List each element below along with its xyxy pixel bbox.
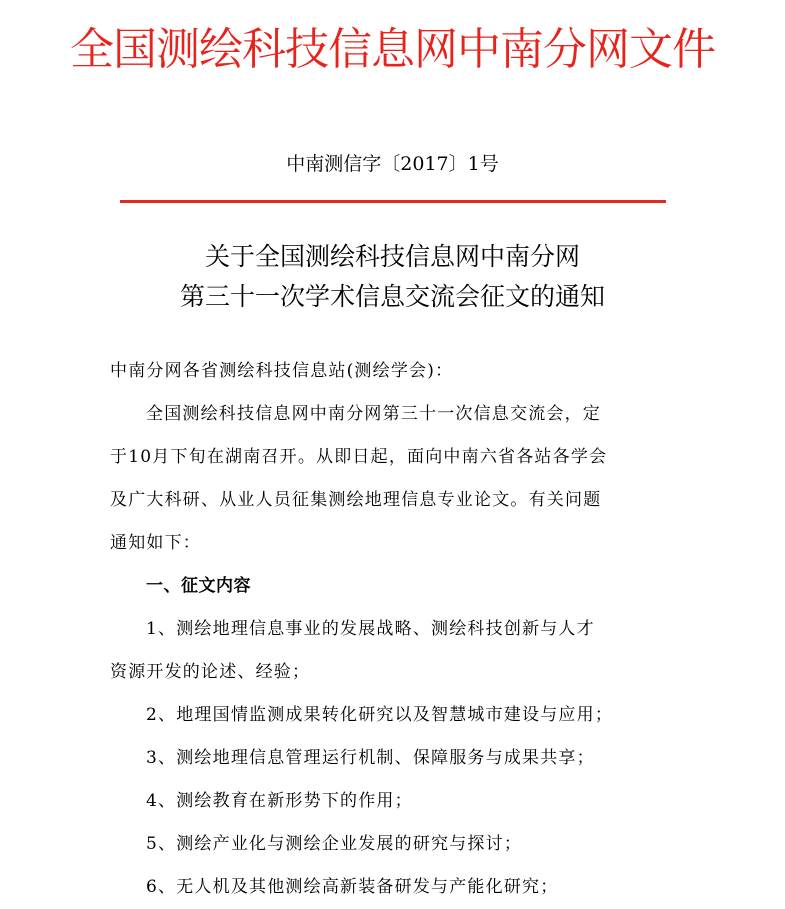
list-item-continuation: 资源开发的论述、经验；	[110, 662, 311, 682]
list-item: 3、测绘地理信息管理运行机制、保障服务与成果共享；	[146, 748, 595, 768]
list-item: 6、无人机及其他测绘高新装备研发与产能化研究；	[146, 877, 559, 897]
document-number: 中南测信字〔2017〕1号	[286, 153, 499, 175]
title-line-1: 关于全国测绘科技信息网中南分网	[204, 242, 580, 271]
paragraph-line: 于10月下旬在湖南召开。从即日起，面向中南六省各站各学会	[110, 447, 608, 467]
document-title	[0, 237, 785, 317]
paragraph-line: 通知如下：	[110, 533, 201, 553]
list-item: 1、测绘地理信息事业的发展战略、测绘科技创新与人才	[146, 619, 595, 639]
paragraph-line: 及广大科研、从业人员征集测绘地理信息专业论文。有关问题	[110, 490, 602, 510]
org-header-title: 全国测绘科技信息网中南分网文件	[70, 24, 715, 75]
list-item: 5、测绘产业化与测绘企业发展的研究与探讨；	[146, 834, 523, 854]
title-line-2: 第三十一次学术信息交流会征文的通知	[179, 282, 605, 311]
paragraph-line: 全国测绘科技信息网中南分网第三十一次信息交流会，定	[146, 404, 601, 424]
document-body	[110, 350, 680, 909]
red-divider-rule	[120, 200, 666, 203]
section-heading: 一、征文内容	[146, 576, 251, 596]
list-item: 2、地理国情监测成果转化研究以及智慧城市建设与应用；	[146, 705, 614, 725]
list-item: 4、测绘教育在新形势下的作用；	[146, 791, 413, 811]
salutation: 中南分网各省测绘科技信息站(测绘学会)：	[110, 361, 454, 381]
